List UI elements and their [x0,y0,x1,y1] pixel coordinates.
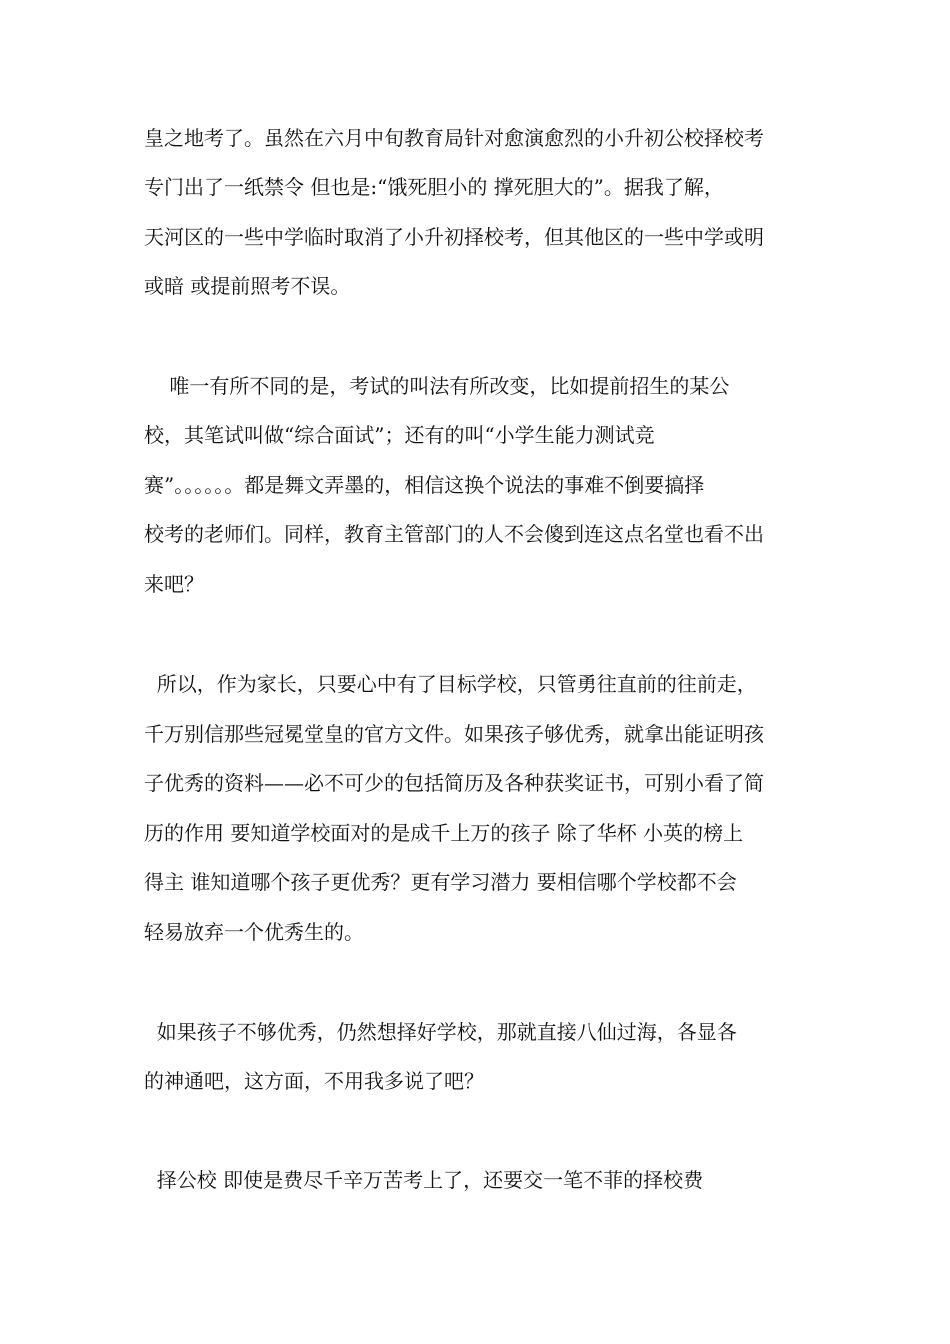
text-line: 校，其笔试叫做“综合面试”；还有的叫“小学生能力测试竞 [144,423,655,447]
text-line: 历的作用 要知道学校面对的是成千上万的孩子 除了华杯 小英的榜上 [144,821,744,845]
text-line: 或暗 或提前照考不误。 [144,274,351,298]
text-line: 轻易放弃一个优秀生的。 [144,920,364,944]
text-line: 天河区的一些中学临时取消了小升初择校考，但其他区的一些中学或明 [144,225,764,249]
text-line: 赛”。。。。。。都是舞文弄墨的，相信这换个说法的事难不倒要搞择 [144,473,705,497]
text-line: 来吧？ [144,572,204,596]
text-line: 择公校 即使是费尽千辛万苦考上了，还要交一笔不菲的择校费 [144,1168,704,1192]
text-line: 的神通吧，这方面，不用我多说了吧？ [144,1069,484,1093]
text-line: 皇之地考了。虽然在六月中旬教育局针对愈演愈烈的小升初公校择校考 [144,126,764,150]
text-line: 千万别信那些冠冕堂皇的官方文件。如果孩子够优秀，就拿出能证明孩 [144,722,764,746]
text-line: 专门出了一纸禁令 但也是:“饿死胆小的 撑死胆大的”。据我了解， [144,175,724,199]
text-line: 校考的老师们。同样，教育主管部门的人不会傻到连这点名堂也看不出 [144,522,764,546]
text-line: 唯一有所不同的是，考试的叫法有所改变，比如提前招生的某公 [144,374,730,398]
text-line: 子优秀的资料——必不可少的包括简历及各种获奖证书，可别小看了简 [144,771,764,795]
text-line: 得主 谁知道哪个孩子更优秀？更有学习潜力 要相信哪个学校都不会 [144,870,737,894]
text-line: 所以，作为家长，只要心中有了目标学校，只管勇往直前的往前走， [144,672,757,696]
text-line: 如果孩子不够优秀，仍然想择好学校，那就直接八仙过海，各显各 [144,1020,737,1044]
